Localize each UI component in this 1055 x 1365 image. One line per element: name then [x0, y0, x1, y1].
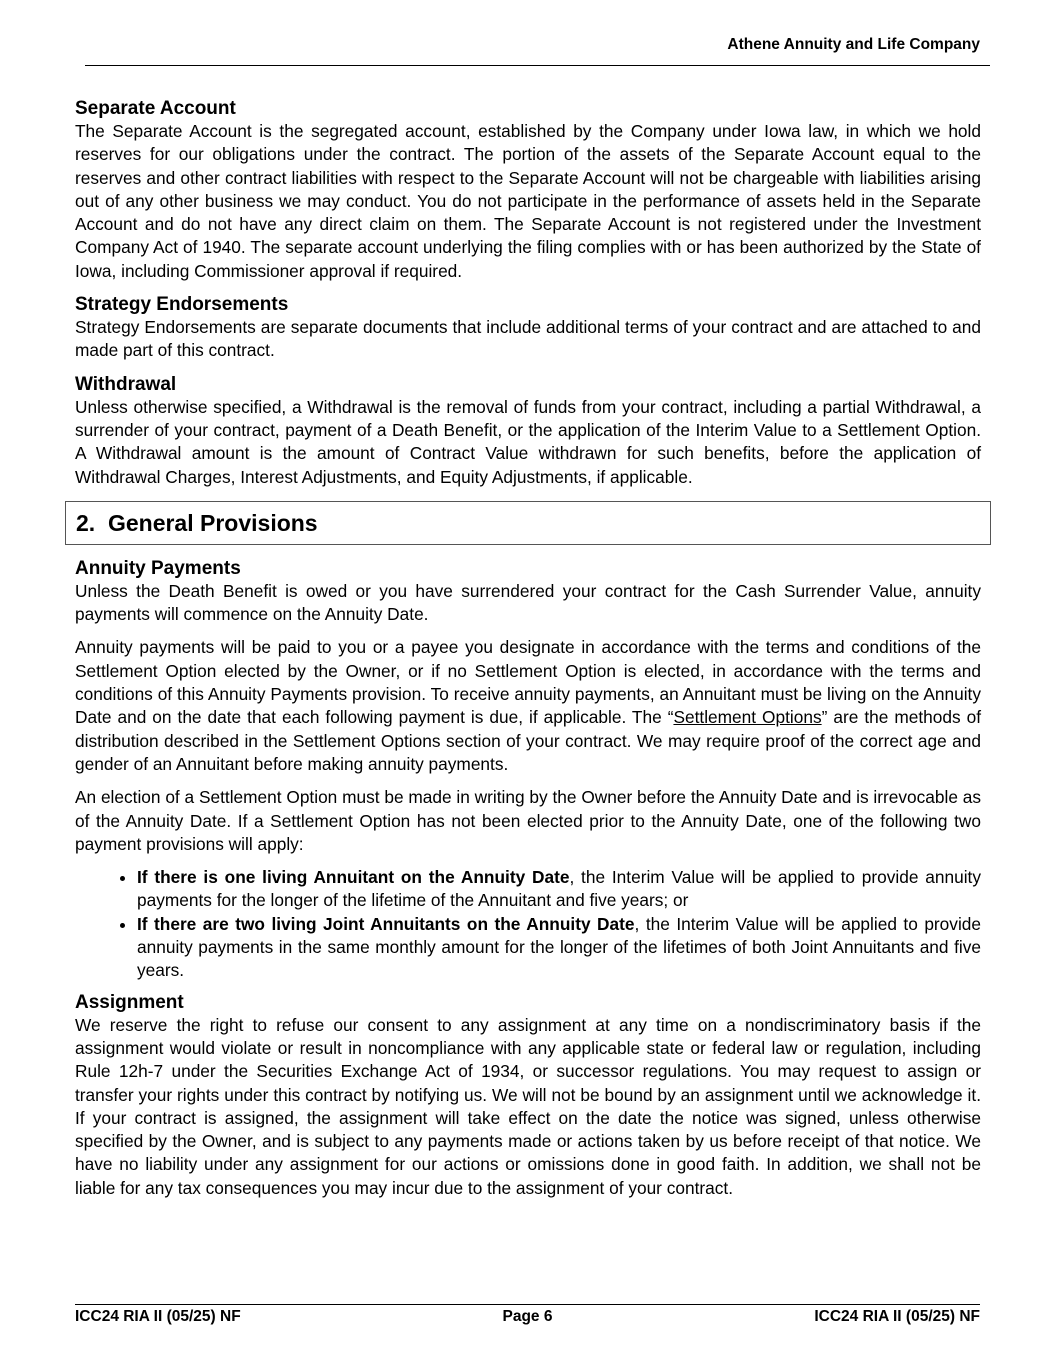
heading-separate-account: Separate Account	[75, 98, 236, 119]
assignment-text: We reserve the right to refuse our consent to any assignment at any time on a nondiscriminatory basis if the assignment would violate or result in noncompliance with any applicable state or federal law or regulation, including Rule 12h-7 under the Securities Exchange Act of 1934, or successor regulations. You may request to assign or transfer your rights under this contract by notifying us. We will not be bound by an assignment until we acknowledge it. If your contract is assigned, the assignment will take effect on the date the notice was signed, unless otherwise specified by the Owner, and is subject to any payments made or actions taken by us before receipt of that notice. We have no liability under any assignment for our actions or omissions done in good faith. In addition, we shall not be liable for any tax consequences you may incur due to the assignment of your contract.	[75, 1014, 981, 1198]
heading-withdrawal: Withdrawal	[75, 373, 177, 395]
list-item	[137, 913, 981, 983]
list-item	[137, 866, 981, 913]
footer-page-number: Page 6	[502, 1308, 553, 1325]
bullet-text: , the Interim Value will be applied to provide annuity payments for the longer of the lifetime of the Annuitant and five years; or	[137, 867, 981, 911]
strategy-endorsements-text: Strategy Endorsements are separate documents that include additional terms of your contract and are attached to and made part of this contract.	[75, 317, 981, 361]
p2-text-b: ” are the methods of distribution described in the Settlement Options section of your contract. We may require proof of the correct age and gender of an Annuitant before making annuity payments.	[75, 707, 982, 774]
section-heading-general-provisions: 2. General Provisions	[65, 501, 991, 545]
footer-form-right: ICC24 RIA II (05/25) NF	[814, 1308, 980, 1325]
footer-divider	[75, 1304, 980, 1305]
payment-provisions-list	[75, 866, 981, 982]
annuity-payments-p1: Unless the Death Benefit is owed or you have surrendered your contract for the Cash Surrender Value, annuity payments will commence on the Annuity Date.	[75, 580, 981, 625]
bullet-bold: If there are two living Joint Annuitants on the Annuity Date	[137, 913, 635, 934]
annuity-payments-p3: An election of a Settlement Option must be made in writing by the Owner before the Annuity Date and is irrevocable as of the Annuity Date. If a Settlement Option has not been elected prior to the Annuity Date, one of the following two payment provisions will apply:	[75, 787, 981, 854]
footer-form-left: ICC24 RIA II (05/25) NF	[75, 1308, 241, 1325]
withdrawal-text: Unless otherwise specified, a Withdrawal is the removal of funds from your contract, including a partial Withdrawal, a surrender of your contract, payment of a Death Benefit, or the application of the Interim Value to a Settlement Option. A Withdrawal amount is the amount of Contract Value withdrawn for such benefits, before the application of Withdrawal Charges, Interest Adjustments, and Equity Adjustments, if applicable.	[75, 396, 981, 487]
p2-text-a: Annuity payments will be paid to you or a payee you designate in accordance with the terms and conditions of the Settlement Option elected by the Owner, or if no Settlement Option is elected, in accordance with the terms and conditions of this Annuity Payments provision. To receive annuity payments, an Annuitant must be living on the Annuity Date and on the date that each following payment is due, if applicable. The “	[75, 637, 981, 728]
header-company: Athene Annuity and Life Company	[727, 36, 980, 53]
heading-strategy-endorsements: Strategy Endorsements	[75, 294, 289, 316]
heading-annuity-payments: Annuity Payments	[75, 557, 241, 579]
bullet-bold: If there is one living Annuitant on the Annuity Date	[137, 867, 570, 888]
heading-assignment: Assignment	[75, 991, 184, 1013]
header-divider	[85, 65, 990, 66]
separate-account-text: The Separate Account is the segregated account, established by the Company under Iowa law, in which we hold reserves for our obligations under the contract. The portion of the assets of the Separate Account equal to the reserves and other contract liabilities with respect to the Separate Account will not be chargeable with liabilities arising out of any other business we may conduct. You do not participate in the performance of assets held in the Separate Account and do not have any direct claim on them. The Separate Account is not registered under the Investment Company Act of 1940. The separate account underlying the filing complies with or has been authorized by the State of Iowa, including Commissioner approval if required.	[75, 121, 981, 281]
settlement-options-link[interactable]: Settlement Options	[673, 707, 822, 728]
page-content	[75, 97, 981, 1210]
annuity-payments-p2	[75, 636, 981, 776]
bullet-text: , the Interim Value will be applied to provide annuity payments in the same monthly amount for the longer of the lifetimes of both Joint Annuitants and five years.	[137, 913, 981, 981]
